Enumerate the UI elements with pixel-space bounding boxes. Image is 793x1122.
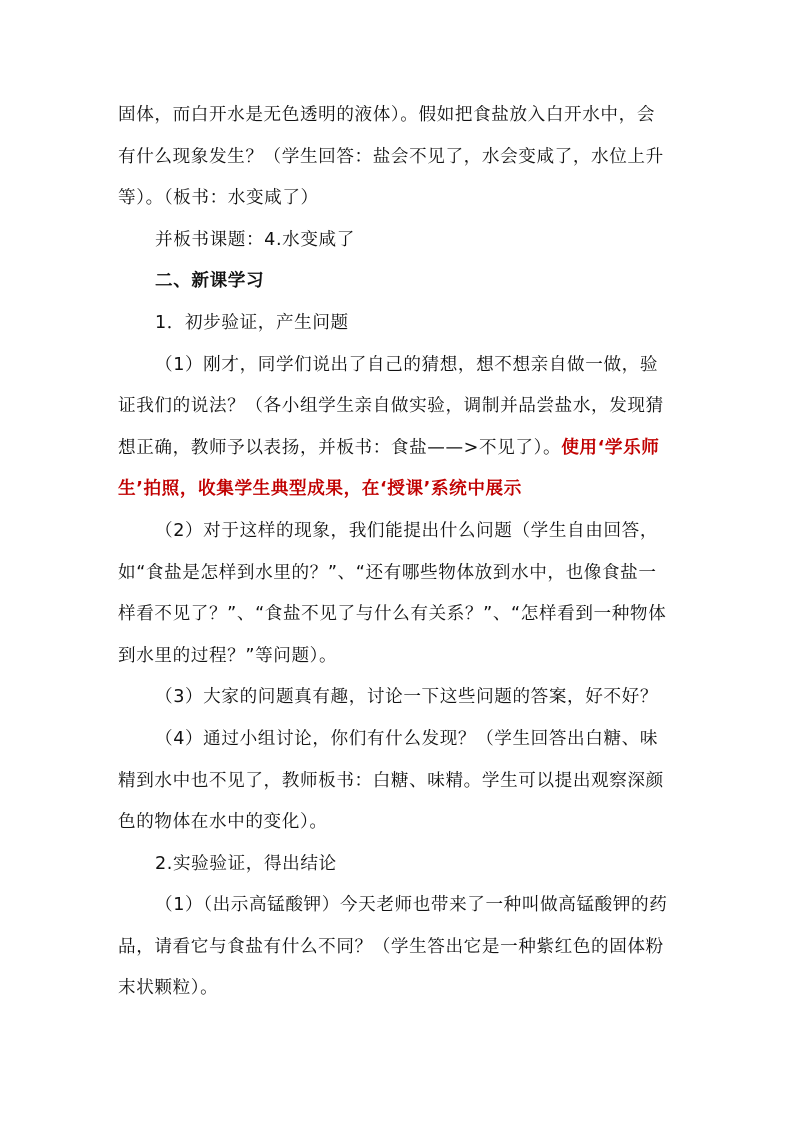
text-line: （2）对于这样的现象，我们能提出什么问题（学生自由回答， [155, 520, 659, 541]
text-line: 末状颗粒）。 [118, 978, 219, 999]
section-heading: 二、新课学习 [155, 271, 265, 292]
paragraph-experiment-1 [118, 885, 718, 1010]
text-line: 有什么现象发生？（学生回答：盐会不见了，水会变咸了，水位上升 [118, 146, 664, 167]
paragraph-step-3: （3）大家的问题真有趣，讨论一下这些问题的答案，好不好？ [155, 687, 659, 708]
text-line: 品，请看它与食盐有什么不同？（学生答出它是一种紫红色的固体粉 [118, 936, 664, 957]
text-line: （4）通过小组讨论，你们有什么发现？（学生回答出白糖、味 [155, 728, 659, 749]
lesson-title-line: 并板书课题：4.水变咸了 [155, 229, 355, 250]
subsection-heading: 2.实验验证，得出结论 [155, 853, 337, 874]
text-line: 样看不见了？”、“食盐不见了与什么有关系？”、“怎样看到一种物体 [118, 604, 667, 625]
highlight-text: 使用‘学乐师 [561, 437, 660, 458]
text-line: 精到水中也不见了，教师板书：白糖、味精。学生可以提出观察深颜 [118, 770, 664, 791]
highlight-text: 生’拍照，收集学生典型成果，在‘授课’系统中展示 [118, 479, 522, 500]
text-segment: 想正确，教师予以表扬，并板书：食盐——>不见了）。 [118, 437, 562, 458]
text-line: 到水里的过程？”等问题）。 [118, 645, 338, 666]
paragraph-intro [118, 95, 718, 220]
text-line: 证我们的说法？（各小组学生亲自做实验，调制并品尝盐水，发现猜 [118, 396, 664, 417]
paragraph-step-1 [118, 345, 718, 511]
text-line: （1）刚才，同学们说出了自己的猜想，想不想亲自做一做，验 [155, 354, 659, 375]
text-line: 固体，而白开水是无色透明的液体）。假如把食盐放入白开水中，会 [118, 105, 656, 125]
text-line: 等）。（板书：水变咸了） [118, 188, 319, 209]
paragraph-step-4 [118, 719, 718, 844]
text-line [118, 428, 718, 470]
paragraph-step-2 [118, 511, 718, 677]
document-body [118, 95, 718, 1010]
text-line: （1）（出示高锰酸钾）今天老师也带来了一种叫做高锰酸钾的药 [155, 895, 668, 916]
text-line: 色的物体在水中的变化）。 [118, 812, 328, 833]
text-line: 如“食盐是怎样到水里的？”、“还有哪些物体放到水中，也像食盐一 [118, 562, 657, 583]
subsection-heading: 1．初步验证，产生问题 [155, 312, 349, 333]
